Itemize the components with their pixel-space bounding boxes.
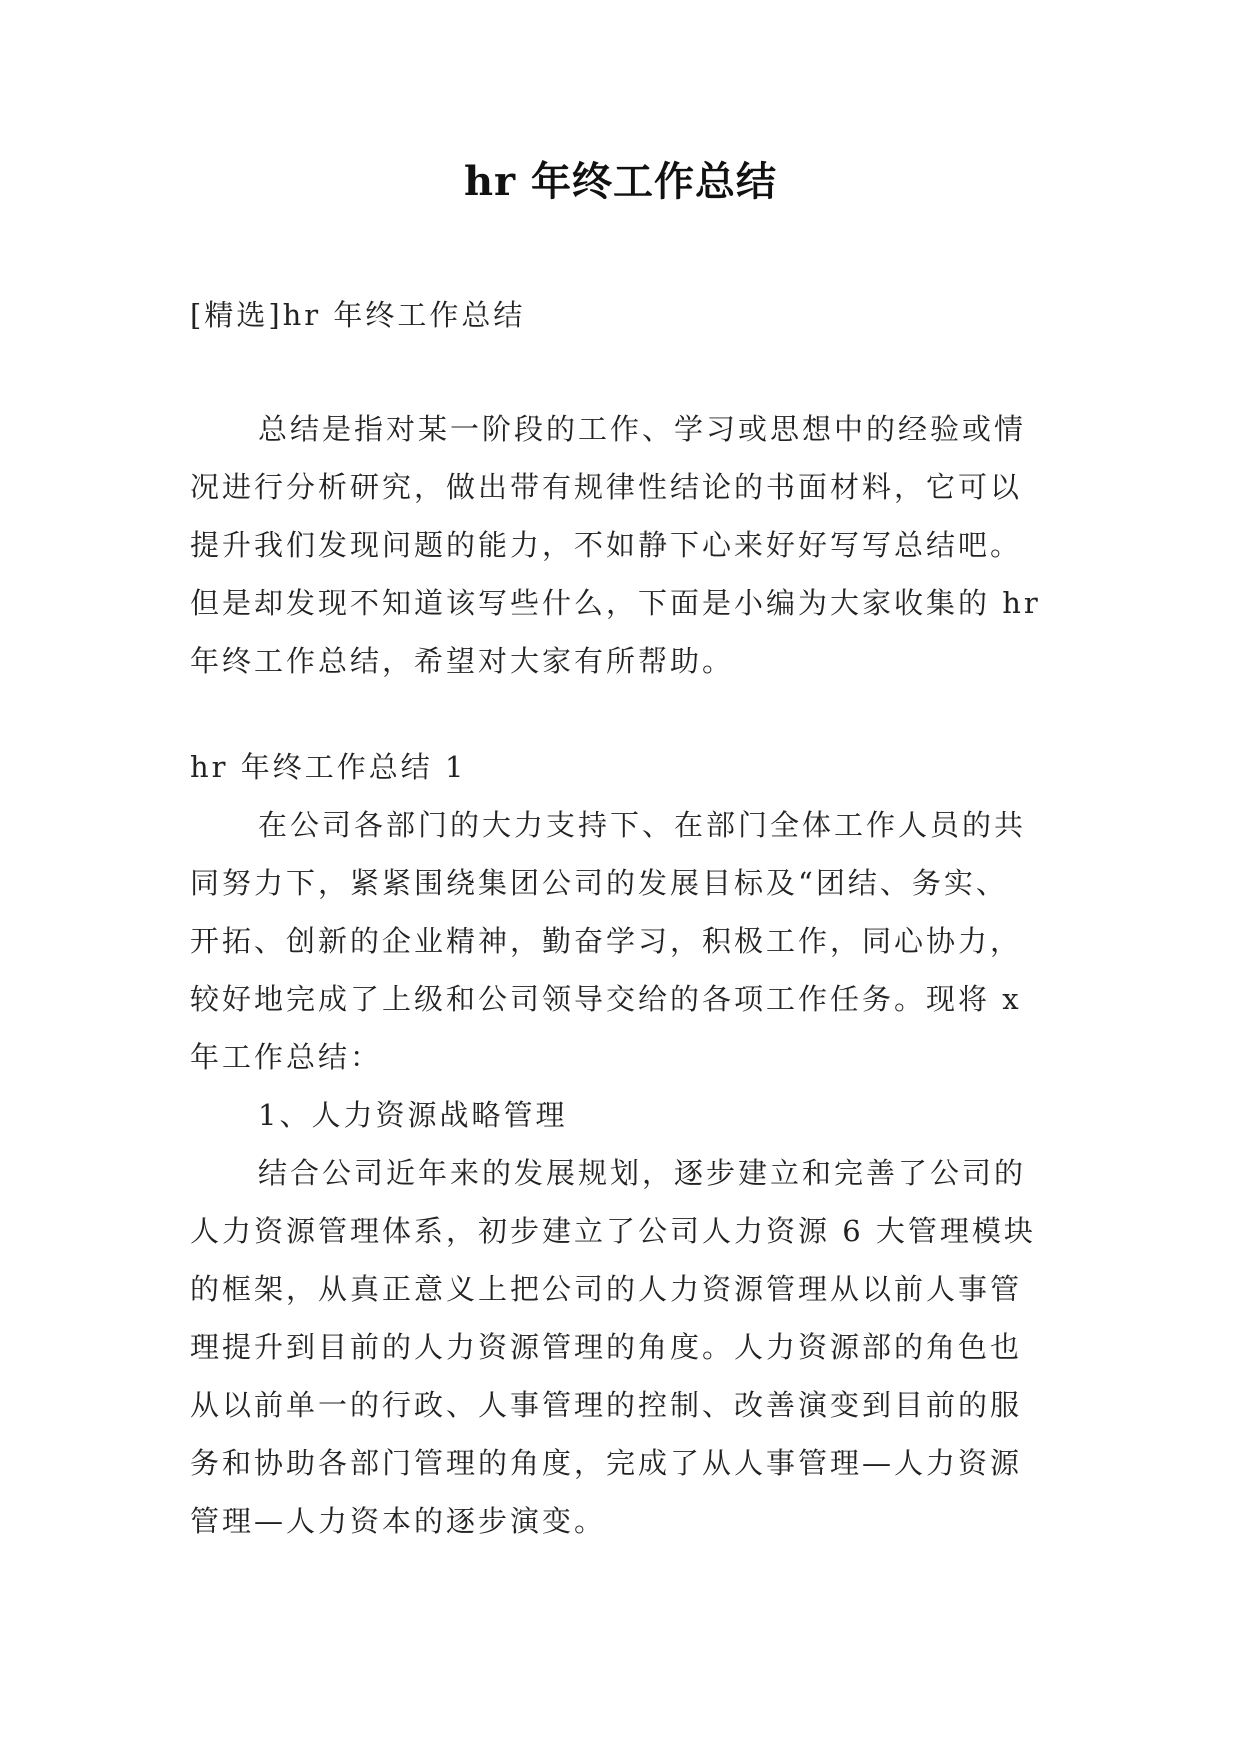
intro-line: 但是却发现不知道该写些什么，下面是小编为大家收集的 hr bbox=[190, 586, 1041, 620]
paragraph-line: 同努力下，紧紧围绕集团公司的发展目标及“团结、务实、 bbox=[190, 866, 1008, 900]
paragraph-line: 理提升到目前的人力资源管理的角度。人力资源部的角色也 bbox=[190, 1330, 1023, 1364]
section-heading bbox=[190, 738, 1050, 796]
paragraph-line: 的框架，从真正意义上把公司的人力资源管理从以前人事管 bbox=[190, 1272, 1023, 1306]
intro-line: 况进行分析研究，做出带有规律性结论的书面材料，它可以 bbox=[190, 470, 1023, 504]
item-heading: 1、人力资源战略管理 bbox=[258, 1098, 568, 1132]
paragraph-line: 从以前单一的行政、人事管理的控制、改善演变到目前的服 bbox=[190, 1388, 1023, 1422]
paragraph-line: 较好地完成了上级和公司领导交给的各项工作任务。现将 x bbox=[190, 982, 1022, 1016]
document-title: hr 年终工作总结 bbox=[463, 158, 778, 205]
intro-line: 总结是指对某一阶段的工作、学习或思想中的经验或情 bbox=[258, 412, 1027, 446]
section-heading-text: hr 年终工作总结 1 bbox=[190, 750, 467, 784]
subtitle-line: [精选]hr 年终工作总结 bbox=[190, 298, 526, 332]
intro-line: 提升我们发现问题的能力，不如静下心来好好写写总结吧。 bbox=[190, 528, 1023, 562]
intro-paragraph bbox=[190, 400, 1050, 690]
paragraph-line: 结合公司近年来的发展规划，逐步建立和完善了公司的 bbox=[258, 1156, 1027, 1190]
intro-line: 年终工作总结，希望对大家有所帮助。 bbox=[190, 644, 735, 678]
paragraph-line: 在公司各部门的大力支持下、在部门全体工作人员的共 bbox=[258, 808, 1027, 842]
paragraph-line: 管理—人力资本的逐步演变。 bbox=[190, 1504, 607, 1538]
paragraph-line: 务和协助各部门管理的角度，完成了从人事管理—人力资源 bbox=[190, 1446, 1023, 1480]
paragraph-line: 年工作总结： bbox=[190, 1040, 383, 1074]
paragraph-line: 开拓、创新的企业精神，勤奋学习，积极工作，同心协力， bbox=[190, 924, 1023, 958]
section-body bbox=[190, 796, 1050, 1550]
paragraph-line: 人力资源管理体系，初步建立了公司人力资源 6 大管理模块 bbox=[190, 1214, 1036, 1248]
document-subtitle bbox=[190, 286, 1050, 344]
